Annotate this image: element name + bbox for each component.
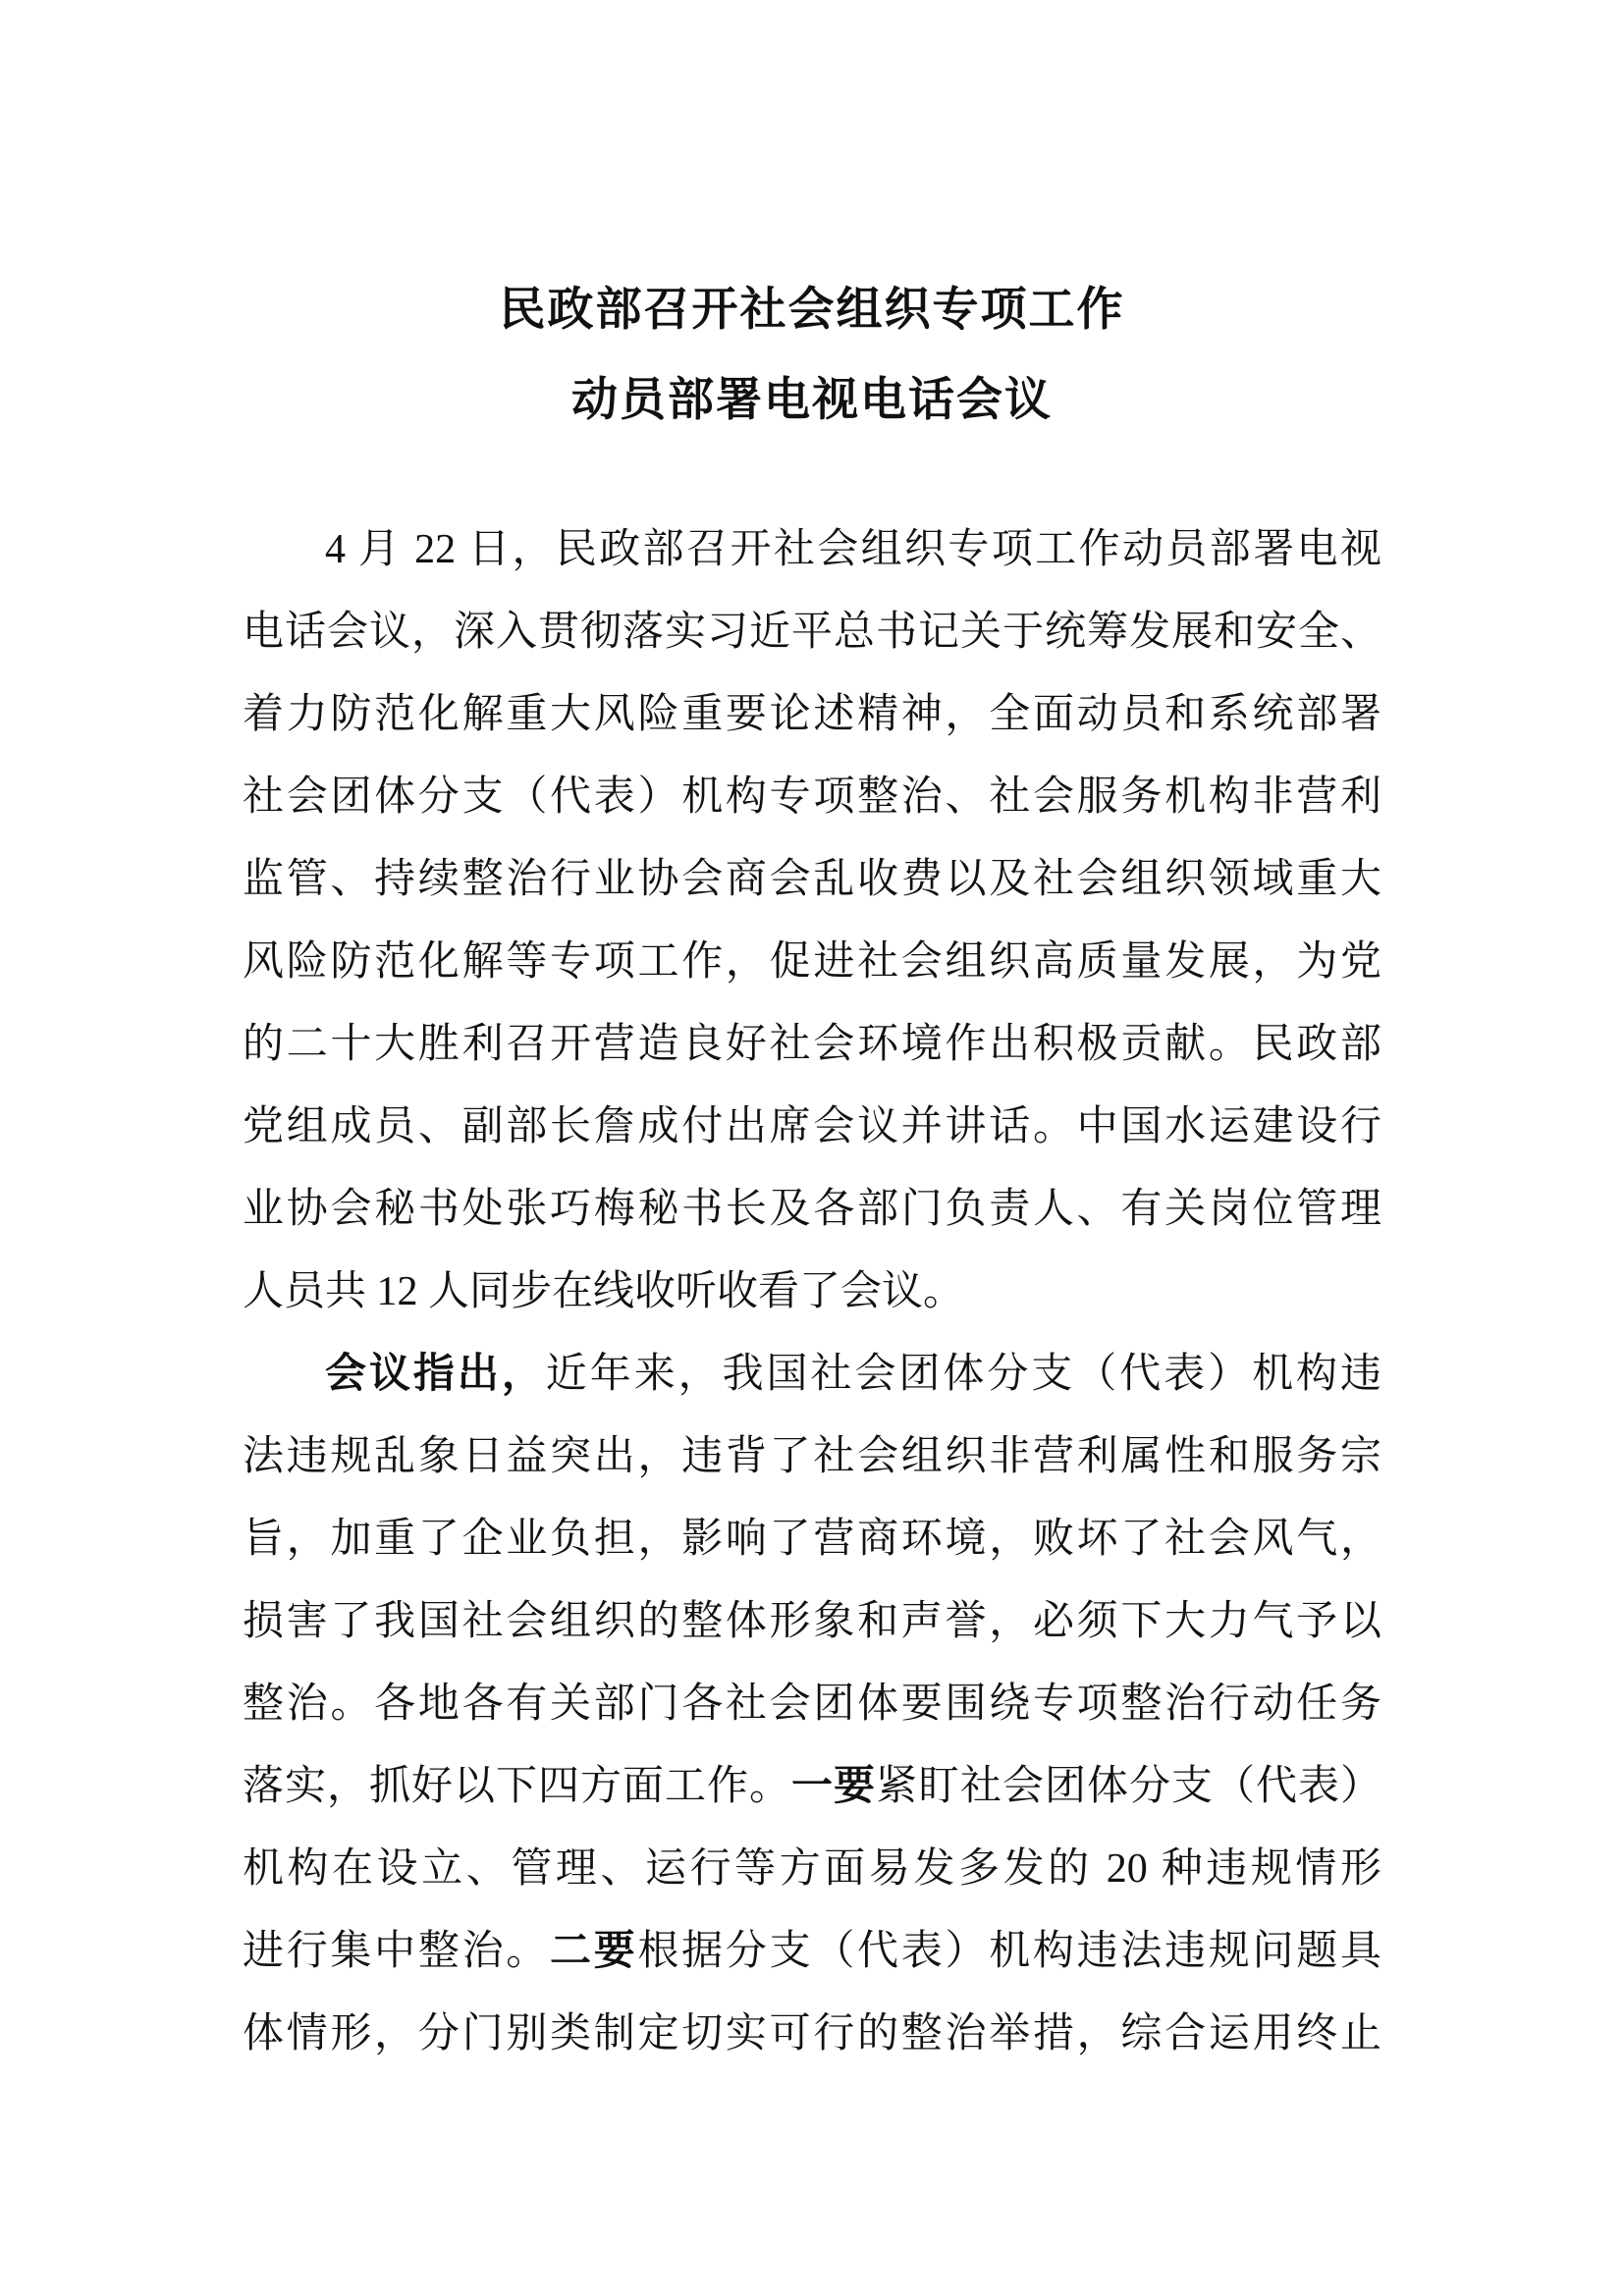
text-line xyxy=(243,1251,1381,1333)
document-body xyxy=(243,508,1381,2075)
text-line xyxy=(243,1910,1381,1993)
text-segment: 体情形，分门别类制定切实可行的整治举措，综合运用终止 xyxy=(243,2011,1381,2056)
bold-text-segment: 一要 xyxy=(790,1764,876,1809)
text-line xyxy=(243,1168,1381,1251)
text-line xyxy=(243,921,1381,1003)
text-line xyxy=(243,1580,1381,1663)
text-segment: 着力防范化解重大风险重要论述精神，全面动员和系统部署 xyxy=(243,692,1381,737)
text-line xyxy=(243,1745,1381,1828)
document-title-line-2: 动员部署电视电话会议 xyxy=(571,375,1053,426)
text-segment: 机构在设立、管理、运行等方面易发多发的 20 种违规情形 xyxy=(243,1846,1381,1892)
text-segment: 监管、持续整治行业协会商会乱收费以及社会组织领域重大 xyxy=(243,857,1381,902)
text-segment: 整治。各地各有关部门各社会团体要围绕专项整治行动任务 xyxy=(243,1682,1381,1727)
text-line xyxy=(243,591,1381,673)
document-title-line-1: 民政部召开社会组织专项工作 xyxy=(499,285,1125,336)
text-line xyxy=(243,838,1381,921)
text-line xyxy=(243,1828,1381,1910)
text-segment: 人员共 12 人同步在线收听收看了会议。 xyxy=(243,1269,965,1314)
text-segment: 党组成员、副部长詹成付出席会议并讲话。中国水运建设行 xyxy=(243,1104,1381,1149)
text-segment: 损害了我国社会组织的整体形象和声誉，必须下大力气予以 xyxy=(243,1599,1381,1644)
bold-text-segment: 二要 xyxy=(550,1929,638,1974)
text-line xyxy=(243,1993,1381,2075)
text-segment: 落实，抓好以下四方面工作。 xyxy=(243,1764,791,1809)
text-line xyxy=(243,508,1381,591)
text-segment: 法违规乱象日益突出，违背了社会组织非营利属性和服务宗 xyxy=(243,1434,1381,1479)
text-line xyxy=(243,1086,1381,1168)
text-line xyxy=(243,673,1381,756)
text-segment: 业协会秘书处张巧梅秘书长及各部门负责人、有关岗位管理 xyxy=(243,1187,1381,1232)
text-line xyxy=(243,1003,1381,1086)
text-segment: 风险防范化解等专项工作，促进社会组织高质量发展，为党 xyxy=(243,939,1381,985)
bold-text-segment: 会议指出， xyxy=(325,1352,546,1397)
text-segment: 近年来，我国社会团体分支（代表）机构违 xyxy=(545,1352,1381,1397)
text-segment: 紧盯社会团体分支（代表） xyxy=(875,1764,1381,1809)
document-title xyxy=(0,265,1624,446)
text-segment: 电话会议，深入贯彻落实习近平总书记关于统筹发展和安全、 xyxy=(243,610,1381,655)
text-segment: 旨，加重了企业负担，影响了营商环境，败坏了社会风气， xyxy=(243,1517,1381,1562)
text-line xyxy=(243,1663,1381,1745)
text-segment: 根据分支（代表）机构违法违规问题具 xyxy=(637,1929,1381,1974)
text-segment: 的二十大胜利召开营造良好社会环境作出积极贡献。民政部 xyxy=(243,1022,1381,1067)
text-line xyxy=(243,1498,1381,1580)
text-segment: 4 月 22 日，民政部召开社会组织专项工作动员部署电视 xyxy=(325,527,1381,572)
text-line xyxy=(243,1333,1381,1415)
text-line xyxy=(243,1415,1381,1498)
text-line xyxy=(243,756,1381,838)
text-segment: 进行集中整治。 xyxy=(243,1929,551,1974)
text-segment: 社会团体分支（代表）机构专项整治、社会服务机构非营利 xyxy=(243,774,1381,820)
